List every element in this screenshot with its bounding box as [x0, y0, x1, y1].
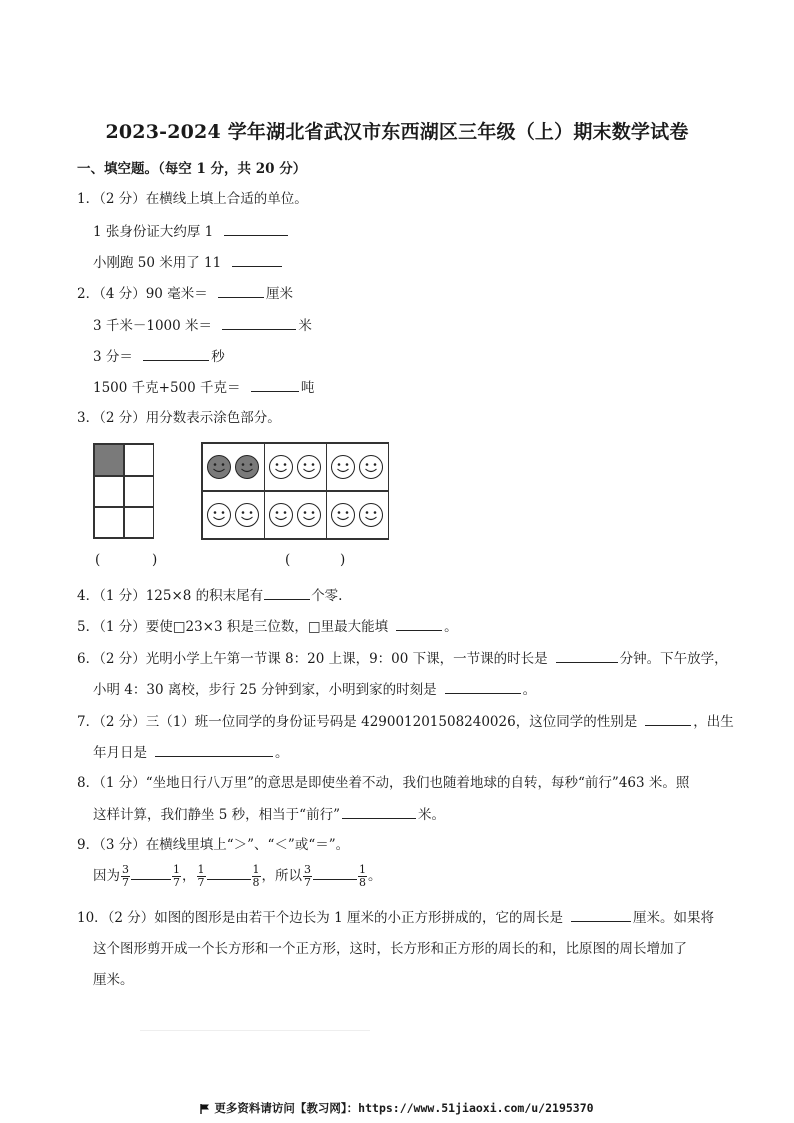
q6-line2: [93, 680, 536, 699]
q2-a-unit: 厘米: [266, 286, 293, 302]
shaded-smiley-icon: [234, 454, 260, 480]
answer-blank[interactable]: [143, 347, 209, 361]
page-title: 2023-2024 学年湖北省武汉市东西湖区三年级（上）期末数学试卷: [105, 121, 689, 143]
q7-text-tail: ，出生: [693, 714, 734, 730]
q5-text: 5．（1 分）要使□23×3 积是三位数，□里最大能填: [77, 619, 389, 635]
smiley-icon: [268, 502, 294, 528]
answer-blank[interactable]: [224, 222, 288, 236]
q2-c: [93, 347, 225, 366]
q2-stem: [77, 284, 293, 303]
faint-divider: [140, 1030, 370, 1031]
fraction-numerator: 3: [122, 863, 129, 876]
fraction-denominator: 7: [122, 876, 129, 889]
answer-blank[interactable]: [313, 871, 357, 880]
q7-line2: [93, 743, 289, 762]
shaded-smiley-icon: [206, 454, 232, 480]
answer-blank[interactable]: [445, 680, 521, 694]
q9-so: ，所以: [261, 868, 302, 884]
answer-blank[interactable]: [232, 253, 282, 267]
q4-text: 4．（1 分）125×8 的积末尾有: [77, 588, 264, 604]
q5: [77, 617, 458, 636]
smiley-icon: [206, 502, 232, 528]
smiley-icon: [358, 454, 384, 480]
q6-text2: 小明 4：30 离校，步行 25 分钟到家，小明到家的时刻是: [93, 682, 437, 698]
face-box: [326, 491, 389, 539]
q2-b-text: 3 千米－1000 米＝: [93, 318, 213, 334]
answer-blank[interactable]: [645, 712, 691, 726]
answer-paren-right: ): [340, 552, 346, 568]
q1-stem: 1．（2 分）在横线上填上合适的单位。: [77, 191, 308, 207]
q6-text-tail: 分钟。下午放学，: [619, 651, 728, 667]
q8-line2: [93, 805, 445, 824]
q9-end: 。: [368, 868, 382, 884]
q2-b: [93, 316, 312, 335]
face-box: [264, 491, 327, 539]
fraction: [252, 864, 261, 889]
fraction: [303, 864, 312, 889]
q9-comparisons: [93, 862, 382, 890]
face-box: [202, 443, 265, 491]
q2-c-text: 3 分＝: [93, 349, 133, 365]
q10-line3: 厘米。: [93, 972, 134, 988]
fraction: [358, 864, 367, 889]
answer-paren-left: (: [285, 552, 291, 568]
q6-text: 6．（2 分）光明小学上午第一节课 8：20 上课，9：00 下课，一节课的时长是: [77, 651, 548, 667]
shaded-square: [94, 444, 124, 476]
section-heading: 一、填空题。（每空 1 分，共 20 分）: [77, 161, 307, 177]
fraction-numerator: 1: [197, 863, 205, 876]
footer-text[interactable]: 更多资料请访问【教习网】：https://www.51jiaoxi.com/u/2195370: [214, 1101, 594, 1115]
fraction-numerator: 1: [173, 863, 180, 876]
answer-blank[interactable]: [264, 586, 310, 600]
q1-b: [93, 253, 282, 272]
fraction: [121, 864, 130, 889]
q8-text2: 这样计算，我们静坐 5 秒，相当于“前行”: [93, 807, 340, 823]
q10-line1: [77, 908, 714, 927]
smiley-icon: [330, 454, 356, 480]
answer-blank[interactable]: [106, 556, 150, 569]
answer-blank[interactable]: [218, 284, 264, 298]
six-square-grid: [93, 443, 154, 539]
grid-square: [124, 507, 154, 538]
answer-blank[interactable]: [207, 871, 251, 880]
q8-tail: 米。: [417, 807, 445, 823]
answer-blank[interactable]: [251, 378, 299, 392]
q10-text-tail: 厘米。如果将: [632, 910, 714, 926]
face-box: [264, 443, 327, 491]
answer-blank[interactable]: [131, 871, 171, 880]
flag-icon: [200, 1104, 210, 1114]
fraction: [172, 864, 181, 889]
answer-blank[interactable]: [396, 617, 442, 631]
q3-stem: 3．（2 分）用分数表示涂色部分。: [77, 410, 281, 426]
q2-a-text: 2．（4 分）90 毫米＝: [77, 286, 208, 302]
fraction-denominator: 8: [252, 876, 260, 889]
answer-blank[interactable]: [342, 805, 416, 819]
face-box: [326, 443, 389, 491]
q1-a-text: 1 张身份证大约厚 1: [93, 224, 214, 240]
q7-text2: 年月日是: [93, 745, 147, 761]
grid-square: [94, 507, 124, 538]
fraction-numerator: 1: [252, 863, 260, 876]
q10-text: 10．（2 分）如图的图形是由若干个边长为 1 厘米的小正方形拼成的，它的周长是: [77, 910, 563, 926]
grid-square: [124, 476, 154, 507]
answer-blank[interactable]: [571, 908, 631, 922]
q2-d: [93, 378, 314, 397]
fraction-denominator: 7: [173, 876, 180, 889]
smiley-face-grid: [201, 442, 389, 540]
smiley-icon: [358, 502, 384, 528]
fraction-denominator: 8: [359, 876, 366, 889]
q9-because: 因为: [93, 868, 120, 884]
q9-comma: ，: [182, 868, 196, 884]
fraction-denominator: 7: [304, 876, 311, 889]
q2-b-unit: 米: [298, 318, 312, 334]
q2-c-unit: 秒: [211, 349, 225, 365]
smiley-icon: [234, 502, 260, 528]
grid-square: [94, 476, 124, 507]
answer-blank[interactable]: [296, 556, 338, 569]
q5-tail: 。: [444, 619, 458, 635]
q2-d-text: 1500 千克+500 千克＝: [93, 380, 241, 396]
answer-blank[interactable]: [155, 743, 273, 757]
smiley-icon: [268, 454, 294, 480]
face-box: [202, 491, 265, 539]
q4: [77, 586, 342, 605]
answer-paren-left: (: [95, 552, 101, 568]
fraction-numerator: 3: [304, 863, 311, 876]
footer: [0, 1100, 794, 1116]
q7-line1: [77, 712, 734, 731]
q4-tail: 个零.: [311, 588, 343, 604]
q10-line2: 这个图形剪开成一个长方形和一个正方形，这时，长方形和正方形的周长的和，比原图的周长增加了: [93, 941, 687, 957]
smiley-icon: [330, 502, 356, 528]
fraction-numerator: 1: [359, 863, 366, 876]
q7-text: 7．（2 分）三（1）班一位同学的身份证号码是 429001201508240026，这位同学的性别是: [77, 714, 638, 730]
q6-tail: 。: [522, 682, 537, 698]
q2-d-unit: 吨: [300, 380, 315, 396]
answer-blank[interactable]: [222, 316, 296, 330]
q6-line1: [77, 649, 728, 668]
q1-a: [93, 222, 288, 241]
fraction: [197, 864, 206, 889]
q9-stem: 9．（3 分）在横线里填上“＞”、“＜”或“＝”。: [77, 837, 350, 853]
q1-b-text: 小刚跑 50 米用了 11: [93, 255, 222, 271]
answer-blank[interactable]: [556, 649, 618, 663]
q7-tail: 。: [275, 745, 289, 761]
smiley-icon: [296, 502, 322, 528]
answer-paren-right: ): [152, 552, 158, 568]
smiley-icon: [296, 454, 322, 480]
fraction-denominator: 7: [197, 876, 205, 889]
grid-square: [124, 444, 154, 476]
q8-line1: 8．（1 分）“坐地日行八万里”的意思是即使坐着不动，我们也随着地球的自转，每秒“前行”463 米。照: [77, 775, 690, 791]
